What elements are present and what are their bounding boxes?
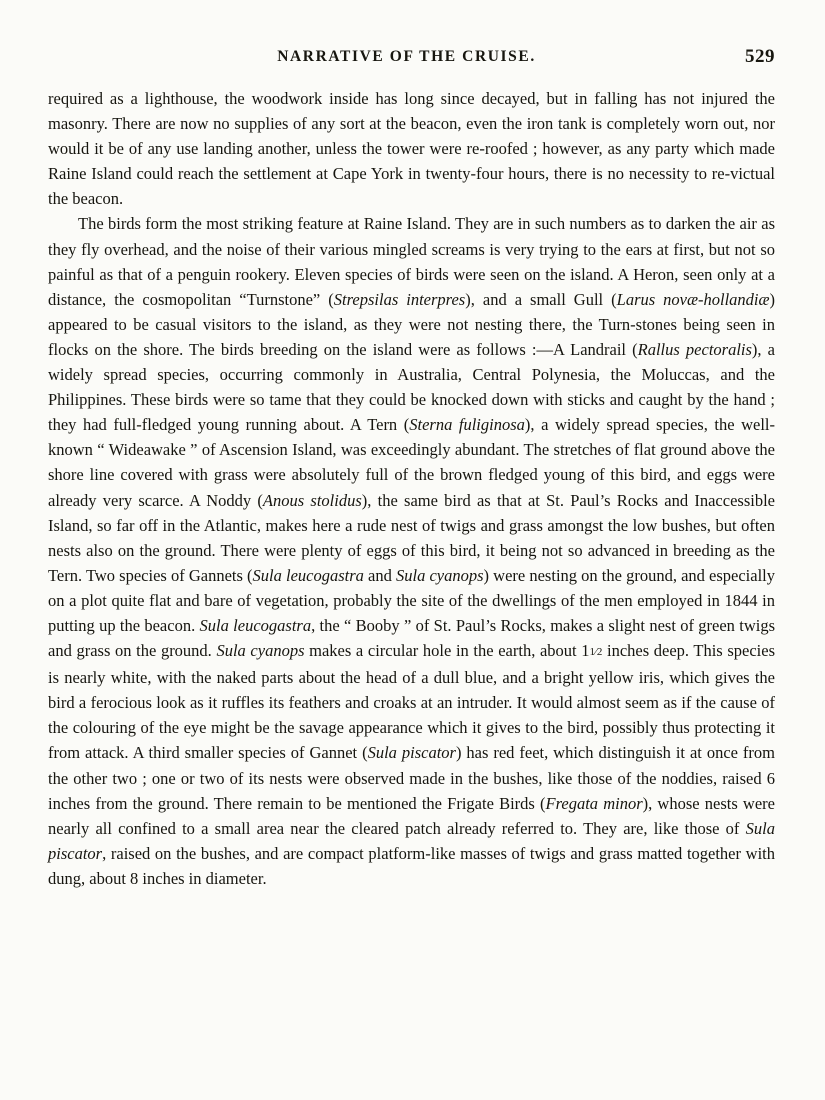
species-name: Sterna fuliginosa [409,415,525,435]
fraction: 1⁄2 [589,646,603,659]
page-header [48,40,775,74]
running-head: NARRATIVE OF THE CRUISE. [277,48,536,65]
text-run: ) were nesting on the ground, and especially on a plot quite flat and bare of vegetation, probably the site of the dwellings of the men employed in 1844 in putting up the beacon. [48,565,775,635]
text-run: ) appeared to be casual visitors to the island, as they were not nesting there, the Turn-stones being seen in flocks on the shore. The birds breeding on the island were as follows :—A Landrail ( [48,289,776,359]
species-name: Sula piscator [367,743,456,763]
body-text [48,86,775,891]
species-name: Rallus pectoralis [637,339,752,359]
text-run: ), the same bird as that at St. Paul’s Rocks and Inaccessible Island, so far off in the Atlantic, makes here a rude nest of twigs and grass amongst the low bushes, but often nests also on the ground. There were plenty of eggs of this bird, it being not so advanced in breeding as the Tern. Two species of Gannets ( [48,490,775,585]
species-name: Sula cyanops [396,565,484,585]
text-run: , raised on the bushes, and are compact platform-like masses of twigs and grass matted together with dung, about 8 inches in diameter. [48,843,775,888]
species-name: Sula piscator [48,818,775,863]
text-run: ) has red feet, which distinguish it at once from the other two ; one or two of its nests were observed made in the bushes, like those of the noddies, raised 6 inches from the ground. There remain to be mentioned the Frigate Birds ( [48,743,775,813]
species-name: Anous stolidus [262,490,362,510]
text-run: ), and a small Gull ( [465,289,617,309]
paragraph-2 [48,211,775,891]
species-name: Sula cyanops [216,641,305,661]
species-name: Fregata minor [545,793,643,813]
text-run: ), a widely spread species, occurring commonly in Australia, Central Polynesia, the Moluccas, and the Philippines. These birds were so tame that they could be knocked down with sticks and caught by the hand ; they had full-fledged young running about. A Tern ( [48,339,775,435]
paragraph-1: required as a lighthouse, the woodwork inside has long since decayed, but in falling has not injured the masonry. There are now no supplies of any sort at the beacon, even the iron tank is completely worn out, nor would it be of any use landing another, unless the tower were re-roofed ; however, as any party which made Raine Island could reach the settlement at Cape York in twenty-four hours, there is no necessity to re-victual the beacon. [48,89,775,209]
text-run: inches deep. This species is nearly white, with the naked parts about the head of a dull blue, and a bright yellow iris, which gives the bird a ferocious look as it ruffles its feathers and croaks at an intruder. It would almost seem as if the cause of the colouring of the eye might be the savage appearance which it gives to the bird, possibly thus protecting it from attack. A third smaller species of Gannet ( [48,641,776,763]
text-run: The birds form the most striking feature at Raine Island. They are in such numbers as to darken the air as they fly overhead, and the noise of their various mingled screams is very trying to the ears at first, but not so painful as that of a penguin rookery. Eleven species of birds were seen on the island. A Heron, seen only at a distance, the cosmopolitan “Turnstone” ( [48,214,775,309]
species-name: Sula leucogastra [252,565,364,585]
page-number: 529 [745,46,775,67]
text-run: ), a widely spread species, the well-known “ Wideawake ” of Ascension Island, was exceedingly abundant. The stretches of flat ground above the shore line covered with grass were absolutely full of the brown fledged young of this bird, and eggs were already very scarce. A Noddy ( [48,415,776,510]
text-run: and [363,565,396,585]
text-run: makes a circular hole in the earth, about 1 [304,641,590,661]
text-run: ), whose nests were nearly all confined to a small area near the cleared patch already referred to. They are, like those of [48,793,775,838]
species-name: Larus novæ-hollandiæ [616,289,770,309]
species-name: Sula leucogastra [199,615,312,635]
text-run: , the “ Booby ” of St. Paul’s Rocks, makes a slight nest of green twigs and grass on the ground. [48,615,775,661]
species-name: Strepsilas interpres [333,289,466,309]
